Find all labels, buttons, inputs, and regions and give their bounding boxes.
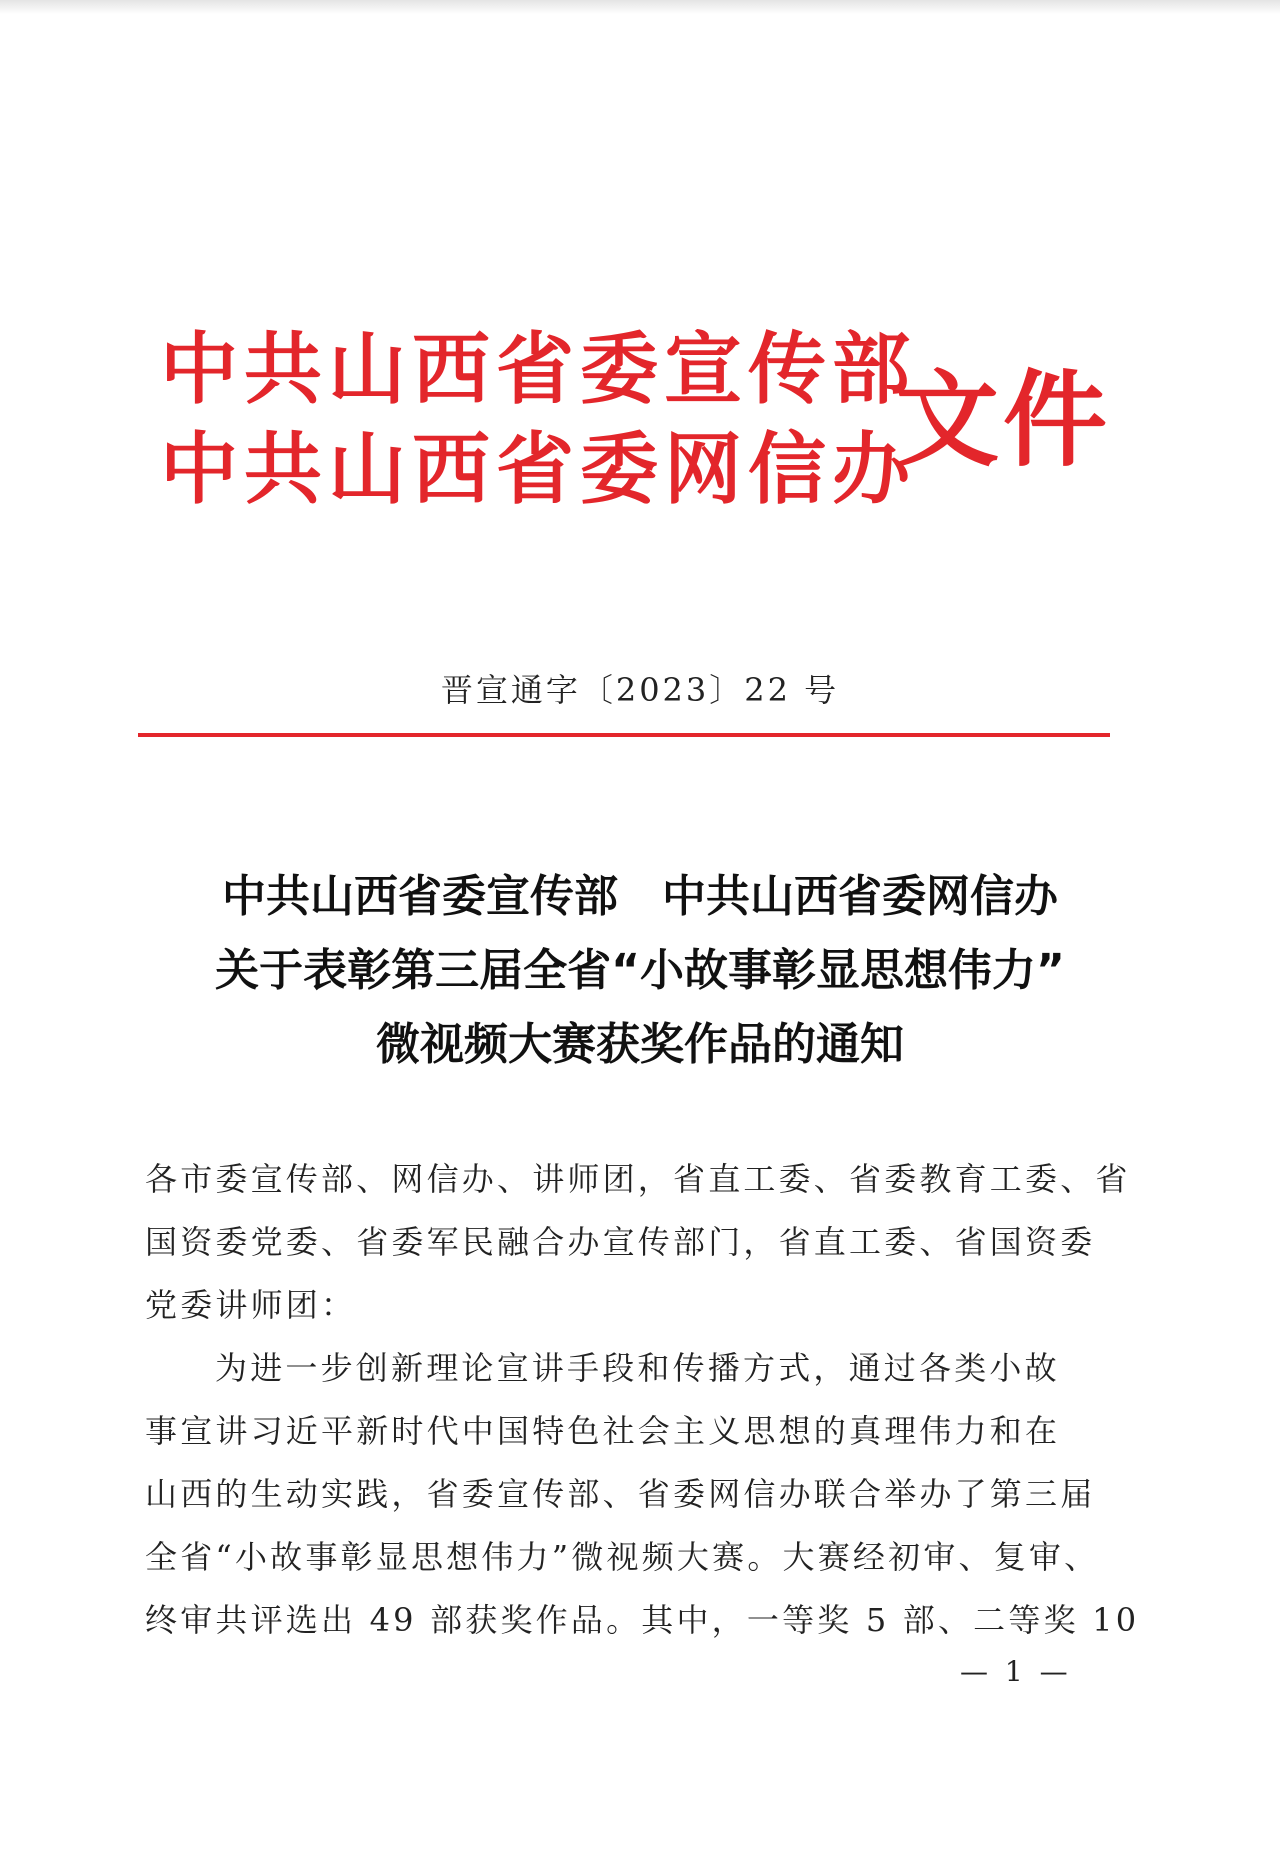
recipients-line: 国资委党委、省委军民融合办宣传部门，省直工委、省国资委	[145, 1223, 1096, 1261]
title-line-1: 中共山西省委宣传部 中共山西省委网信办	[222, 871, 1058, 922]
red-separator-line	[138, 733, 1110, 737]
document-body	[145, 1148, 1140, 1652]
red-header-issuers	[160, 320, 917, 520]
document-title	[0, 860, 1280, 1082]
paragraph-line: 终审共评选出 49 部获奖作品。其中，一等奖 5 部、二等奖 10	[145, 1601, 1140, 1639]
paragraph-line: 为进一步创新理论宣讲手段和传播方式，通过各类小故	[215, 1349, 1060, 1387]
title-line-2: 关于表彰第三届全省“小故事彰显思想伟力”	[215, 945, 1065, 996]
title-line-3: 微视频大赛获奖作品的通知	[376, 1019, 904, 1070]
page-number: — 1 —	[960, 1655, 1072, 1688]
recipients-line: 党委讲师团：	[145, 1286, 357, 1324]
paragraph-line: 事宣讲习近平新时代中国特色社会主义思想的真理伟力和在	[145, 1412, 1061, 1450]
paragraph-line: 全省“小故事彰显思想伟力”微视频大赛。大赛经初审、复审、	[145, 1538, 1100, 1576]
recipients-line: 各市委宣传部、网信办、讲师团，省直工委、省委教育工委、省	[145, 1160, 1131, 1198]
scan-top-edge	[0, 0, 1280, 14]
document-number: 晋宣通字〔2023〕22 号	[440, 671, 840, 709]
header-issuer-2: 中共山西省委网信办	[160, 425, 917, 515]
paragraph-line: 山西的生动实践，省委宣传部、省委网信办联合举办了第三届	[145, 1475, 1096, 1513]
header-suffix: 文件	[895, 359, 1112, 481]
header-issuer-1: 中共山西省委宣传部	[160, 325, 917, 415]
